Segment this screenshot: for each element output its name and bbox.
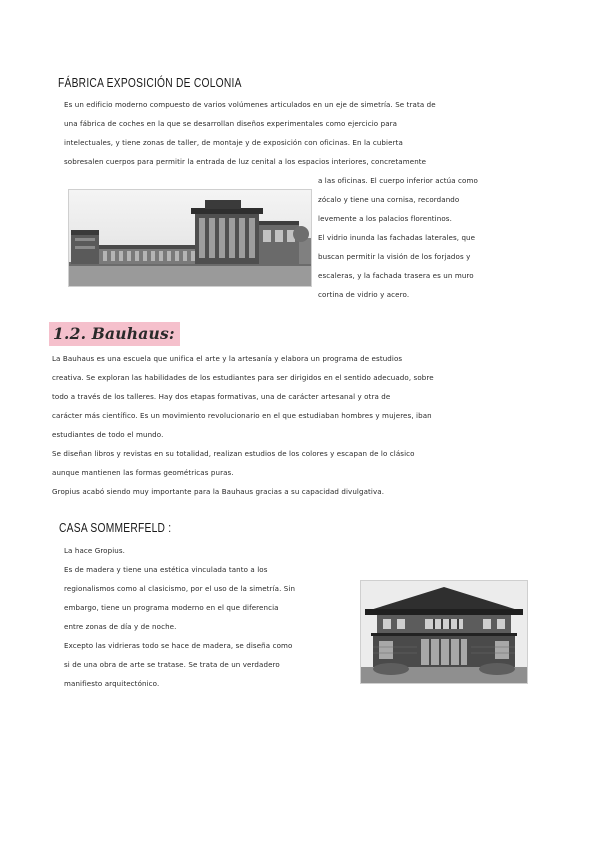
text-line: carácter más científico. Es un movimiento revolucionario en el que estudiaban hombres y mujeres, iban <box>52 411 432 420</box>
house-photo <box>360 580 528 684</box>
sommerfeld-title: CASA SOMMERFELD : <box>59 521 172 535</box>
text-line: Se diseñan libros y revistas en su totalidad, realizan estudios de los colores y escapan de lo clásico <box>52 449 415 458</box>
text-line: La Bauhaus es una escuela que unifica el arte y la artesanía y elabora un programa de estudios <box>52 354 403 363</box>
text-line: sobresalen cuerpos para permitir la entrada de luz cenital a los espacios interiores, concretamente <box>64 157 427 166</box>
text-line: todo a través de los talleres. Hay dos etapas formativas, una de carácter artesanal y otra de <box>52 392 391 401</box>
text-line: El vidrio inunda las fachadas laterales, que <box>318 233 476 242</box>
factory-photo <box>68 189 312 287</box>
text-line: intelectuales, y tiene zonas de taller, de montaje y de exposición con oficinas. En la cubierta <box>64 138 403 147</box>
text-line: a las oficinas. El cuerpo inferior actúa como <box>318 176 478 185</box>
text-line: Es un edificio moderno compuesto de varios volúmenes articulados en un eje de simetría. Se trata de <box>64 100 436 109</box>
text-line: si de una obra de arte se tratase. Se trata de un verdadero <box>64 660 280 669</box>
text-line: La hace Gropius. <box>64 546 126 555</box>
text-line: escaleras, y la fachada trasera es un muro <box>318 271 474 280</box>
house-illustration <box>361 581 527 683</box>
text-line: Gropius acabó siendo muy importante para la Bauhaus gracias a su capacidad divulgativa. <box>52 487 385 496</box>
text-line: buscan permitir la visión de los forjados y <box>318 252 471 261</box>
text-line: entre zonas de día y de noche. <box>64 622 177 631</box>
fabrica-title: FÁBRICA EXPOSICIÓN DE COLONIA <box>58 76 242 90</box>
text-line: Excepto las vidrieras todo se hace de madera, se diseña como <box>64 641 293 650</box>
text-line: zócalo y tiene una cornisa, recordando <box>318 195 460 204</box>
text-line: estudiantes de todo el mundo. <box>52 430 164 439</box>
text-line: aunque mantienen las formas geométricas puras. <box>52 468 234 477</box>
text-line: manifiesto arquitectónico. <box>64 679 160 688</box>
bauhaus-title: 1.2. Bauhaus: <box>49 322 180 346</box>
text-line: levemente a los palacios florentinos. <box>318 214 452 223</box>
text-line: Es de madera y tiene una estética vinculada tanto a los <box>64 565 268 574</box>
text-line: regionalismos como al clasicismo, por el uso de la simetría. Sin <box>64 584 296 593</box>
text-line: cortina de vidrio y acero. <box>318 290 410 299</box>
text-line: una fábrica de coches en la que se desarrollan diseños experimentales como ejercicio para <box>64 119 398 128</box>
factory-illustration <box>69 190 311 286</box>
text-line: embargo, tiene un programa moderno en el que diferencia <box>64 603 279 612</box>
text-line: creativa. Se exploran las habilidades de los estudiantes para ser dirigidos en el sentido adecuado, sobre <box>52 373 434 382</box>
